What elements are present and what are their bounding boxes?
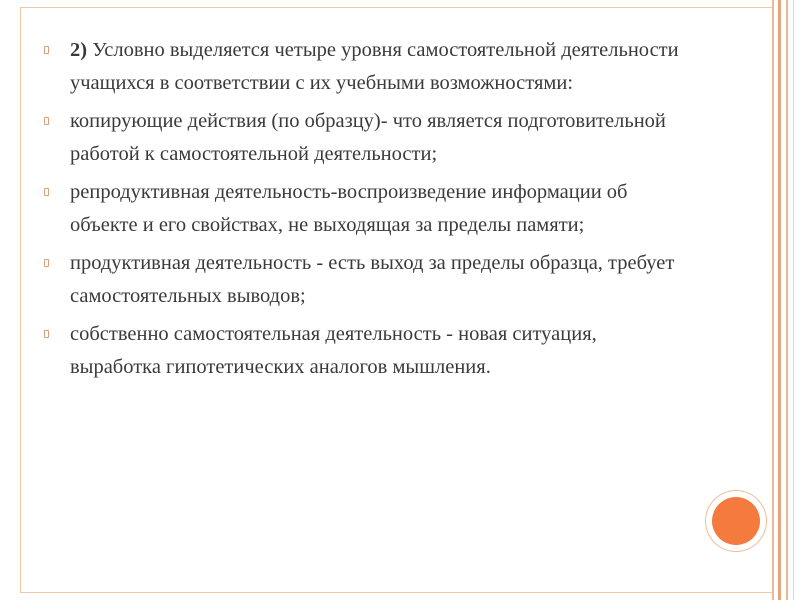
item-text: Условно выделяется четыре уровня самостоятельной деятельности учащихся в соответствии с их учебными возможностями:	[70, 39, 679, 94]
bullet-icon	[44, 259, 49, 267]
list-item	[40, 105, 680, 170]
bullet-icon	[44, 188, 49, 196]
item-text: копирующие действия (по образцу)- что является подготовительной работой к самостоятельной деятельности;	[70, 110, 666, 165]
item-text: продуктивная деятельность - есть выход за пределы образца, требует самостоятельных выводов;	[70, 252, 675, 307]
list-item	[40, 176, 680, 241]
band-line	[793, 0, 794, 600]
list-item	[40, 318, 680, 383]
item-text: собственно самостоятельная деятельность - новая ситуация, выработка гипотетических аналогов мышления.	[70, 323, 597, 378]
right-decorative-band	[772, 0, 800, 600]
band-line	[778, 0, 781, 600]
bullet-icon	[44, 117, 49, 125]
orange-circle-decoration	[712, 497, 760, 545]
item-lead: 2)	[70, 39, 88, 61]
list-item	[40, 247, 680, 312]
bullet-list	[40, 34, 680, 389]
bullet-icon	[44, 46, 49, 54]
list-item	[40, 34, 680, 99]
bullet-icon	[44, 330, 49, 338]
band-line	[772, 0, 774, 600]
band-line	[786, 0, 788, 600]
item-text: репродуктивная деятельность-воспроизведение информации об объекте и его свойствах, не выходящая за пределы памяти;	[70, 181, 628, 236]
